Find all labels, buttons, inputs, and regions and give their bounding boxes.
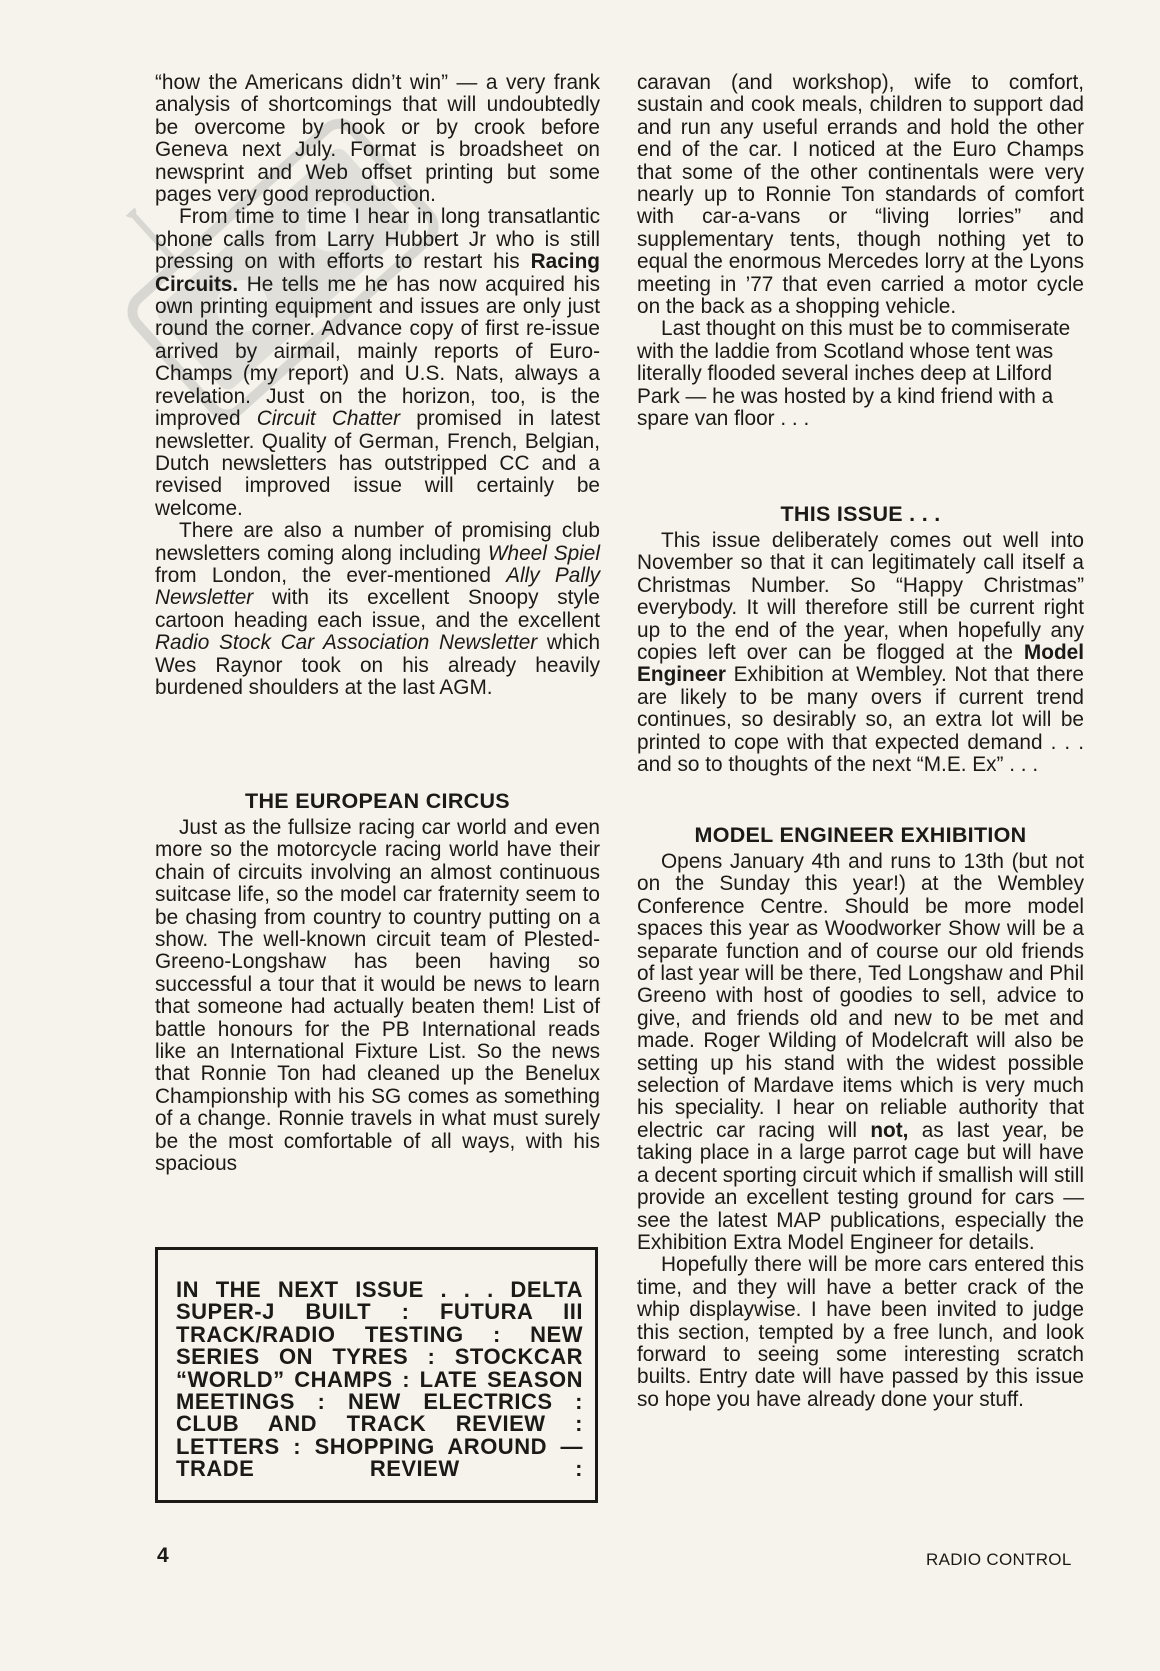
paragraph: Last thought on this must be to commiserate with the laddie from Scotland whose tent was literally flooded several inches deep at Lilford Park — he was hosted by a kind friend with a spare van floor . . .	[637, 317, 1071, 431]
right-column-exhibition	[637, 851, 1084, 1411]
paragraph: “how the Americans didn’t win” — a very frank analysis of shortcomings that will undoubtedly be overcome by hook or by crook before Geneva next July. Format is broadsheet on newsprint and Web offset printing but some pages very good reproduction.	[155, 71, 600, 207]
paragraph: Hopefully there will be more cars entered this time, and they will have a better crack of the whip displaywise. I have been invited to judge this section, tempted by a free lunch, and look forward to seeing some interesting scratch builts. Entry date will have passed by this issue so hope you have already done your stuff.	[637, 1253, 1084, 1411]
magazine-name: RADIO CONTROL	[926, 1550, 1072, 1569]
next-issue-text: IN THE NEXT ISSUE . . . DELTA SUPER-J BUILT : FUTURA III TRACK/RADIO TESTING : NEW SERIES ON TYRES : STOCKCAR “WORLD” CHAMPS : LATE SEASON MEETINGS : NEW ELECTRICS : CLUB AND TRACK REVIEW : LETTERS : SHOPPING AROUND — TRADE REVIEW :	[176, 1277, 583, 1482]
paragraph: Opens January 4th and runs to 13th (but not on the Sunday this year!) at the Wembley Conference Centre. Should be more model spaces this year as Woodworker Show will be a separate function and of course our old friends of last year will be there, Ted Longshaw and Phil Greeno with host of goodies to sell, advice to give, and friends old and new to be met and made. Roger Wilding of Modelcraft will also be setting up his stand with the widest possible selection of Mardave items which is very much his speciality. I hear on reliable authority that electric car racing will not, as last year, be taking place in a large parrot cage but will have a decent sporting circuit which if smallish will still provide an excellent testing ground for cars — see the latest MAP publications, especially the Exhibition Extra Model Engineer for details.	[637, 850, 1085, 1254]
section-heading: THE EUROPEAN CIRCUS	[245, 789, 510, 813]
next-issue-box	[155, 1247, 598, 1503]
paragraph: caravan (and workshop), wife to comfort, sustain and cook meals, children to support dad and run any useful errands and hold the other end of the car. I noticed at the Euro Champs that some of the other continentals were very nearly up to Ronnie Ton standards of comfort with car-a-vans or “living lorries” and supplementary tents, though nothing yet to equal the enormous Mercedes lorry at the Lyons meeting in ’77 that even carried a motor cycle on the back as a shopping vehicle.	[637, 71, 1084, 319]
section-heading: MODEL ENGINEER EXHIBITION	[694, 823, 1027, 847]
section-heading: THIS ISSUE . . .	[780, 502, 941, 526]
paragraph: This issue deliberately comes out well into November so that it can legitimately call itself a Christmas Number. So “Happy Christmas” everybody. It will therefore still be current right up to the end of the year, when hopefully any copies left over can be flogged at the Model Engineer Exhibition at Wembley. Not that there are likely to be many overs if current trend continues, so desirably so, an extra lot will be printed to cope with that expected demand . . . and so to thoughts of the next “M.E. Ex” . . .	[637, 529, 1084, 777]
right-column	[637, 72, 1084, 431]
paragraph: There are also a number of promising club newsletters coming along including Wheel Spiel from London, the ever-mentioned Ally Pally Newsletter with its excellent Snoopy style cartoon heading each issue, and the excellent Radio Stock Car Association Newsletter which Wes Raynor took on his already heavily burdened shoulders at the last AGM.	[155, 519, 601, 699]
left-column	[155, 72, 600, 699]
paragraph: Just as the fullsize racing car world and even more so the motorcycle racing world have their chain of circuits involving an almost continuous suitcase life, so the model car fraternity seem to be chasing from country to country putting on a show. The well-known circuit team of Plested-Greeno-Longshaw has been having so successful a tour that it would be news to learn that someone had actually beaten them! List of battle honours for the PB International reads like an International Fixture List. So the news that Ronnie Ton had cleaned up the Benelux Championship with his SG comes as something of a change. Ronnie travels in what must surely be the most comfortable of all ways, with his spacious	[155, 816, 600, 1176]
right-column-this-issue	[637, 530, 1084, 776]
paragraph: From time to time I hear in long transatlantic phone calls from Larry Hubbert Jr who is still pressing on with efforts to restart his Racing Circuits. He tells me he has now acquired his own printing equipment and issues are only just round the corner. Advance copy of first re-issue arrived by airmail, mainly reports of Euro-Champs (my report) and U.S. Nats, always a revelation. Just on the horizon, too, is the improved Circuit Chatter promised in latest newsletter. Quality of German, French, Belgian, Dutch newsletters has outstripped CC and a revised improved issue will certainly be welcome.	[155, 205, 601, 520]
left-column-continued	[155, 817, 600, 1176]
page-number: 4	[157, 1544, 169, 1567]
